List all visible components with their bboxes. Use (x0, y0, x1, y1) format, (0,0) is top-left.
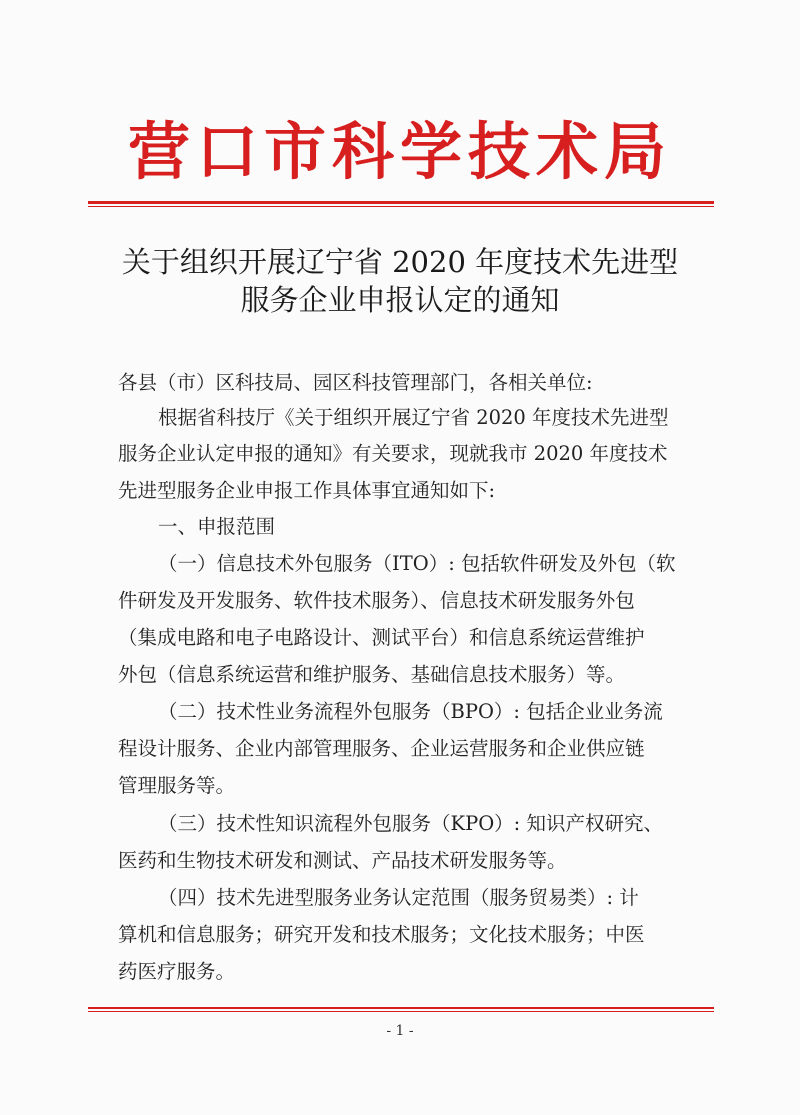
body-line: 管理服务等。 (118, 774, 236, 797)
body-line: （三）技术性知识流程外包服务（KPO）: 知识产权研究、 (158, 812, 663, 835)
body-line: 算机和信息服务；研究开发和技术服务；文化技术服务；中医 (118, 923, 645, 946)
page-number: - 1 - (386, 1023, 414, 1039)
body-line: 程设计服务、企业内部管理服务、企业运营服务和企业供应链 (118, 737, 645, 760)
notice-title-line-2: 服务企业申报认定的通知 (240, 283, 560, 317)
issuing-authority-title: 营口市科学技术局 (127, 115, 672, 188)
body-line: （二）技术性业务流程外包服务（BPO）: 包括企业业务流 (158, 700, 663, 723)
body-line: （四）技术先进型服务业务认定范围（服务贸易类）: 计 (158, 886, 639, 909)
body-line: 药医疗服务。 (118, 960, 236, 983)
header-rule-thick (88, 201, 714, 204)
body-line: （一）信息技术外包服务（ITO）: 包括软件研发及外包（软 (158, 552, 676, 575)
body-line: 先进型服务企业申报工作具体事宜通知如下: (118, 479, 496, 502)
footer-rule-thin (88, 1011, 714, 1012)
section-heading: 一、申报范围 (158, 515, 276, 538)
footer-rule-thick (88, 1007, 714, 1009)
body-line: （集成电路和电子电路设计、测试平台）和信息系统运营维护 (118, 626, 645, 649)
body-line: 件研发及开发服务、软件技术服务）、信息技术研发服务外包 (118, 589, 635, 612)
salutation-line: 各县（市）区科技局、园区科技管理部门，各相关单位: (118, 371, 593, 394)
body-line: 根据省科技厅《关于组织开展辽宁省 2020 年度技术先进型 (158, 406, 669, 429)
body-line: 外包（信息系统运营和维护服务、基础信息技术服务）等。 (118, 663, 626, 686)
header-rule-thin (88, 206, 714, 207)
notice-title-line-1: 关于组织开展辽宁省 2020 年度技术先进型 (121, 245, 679, 279)
body-line: 医药和生物技术研发和测试、产品技术研发服务等。 (118, 849, 567, 872)
body-line: 服务企业认定申报的通知》有关要求，现就我市 2020 年度技术 (118, 442, 668, 465)
